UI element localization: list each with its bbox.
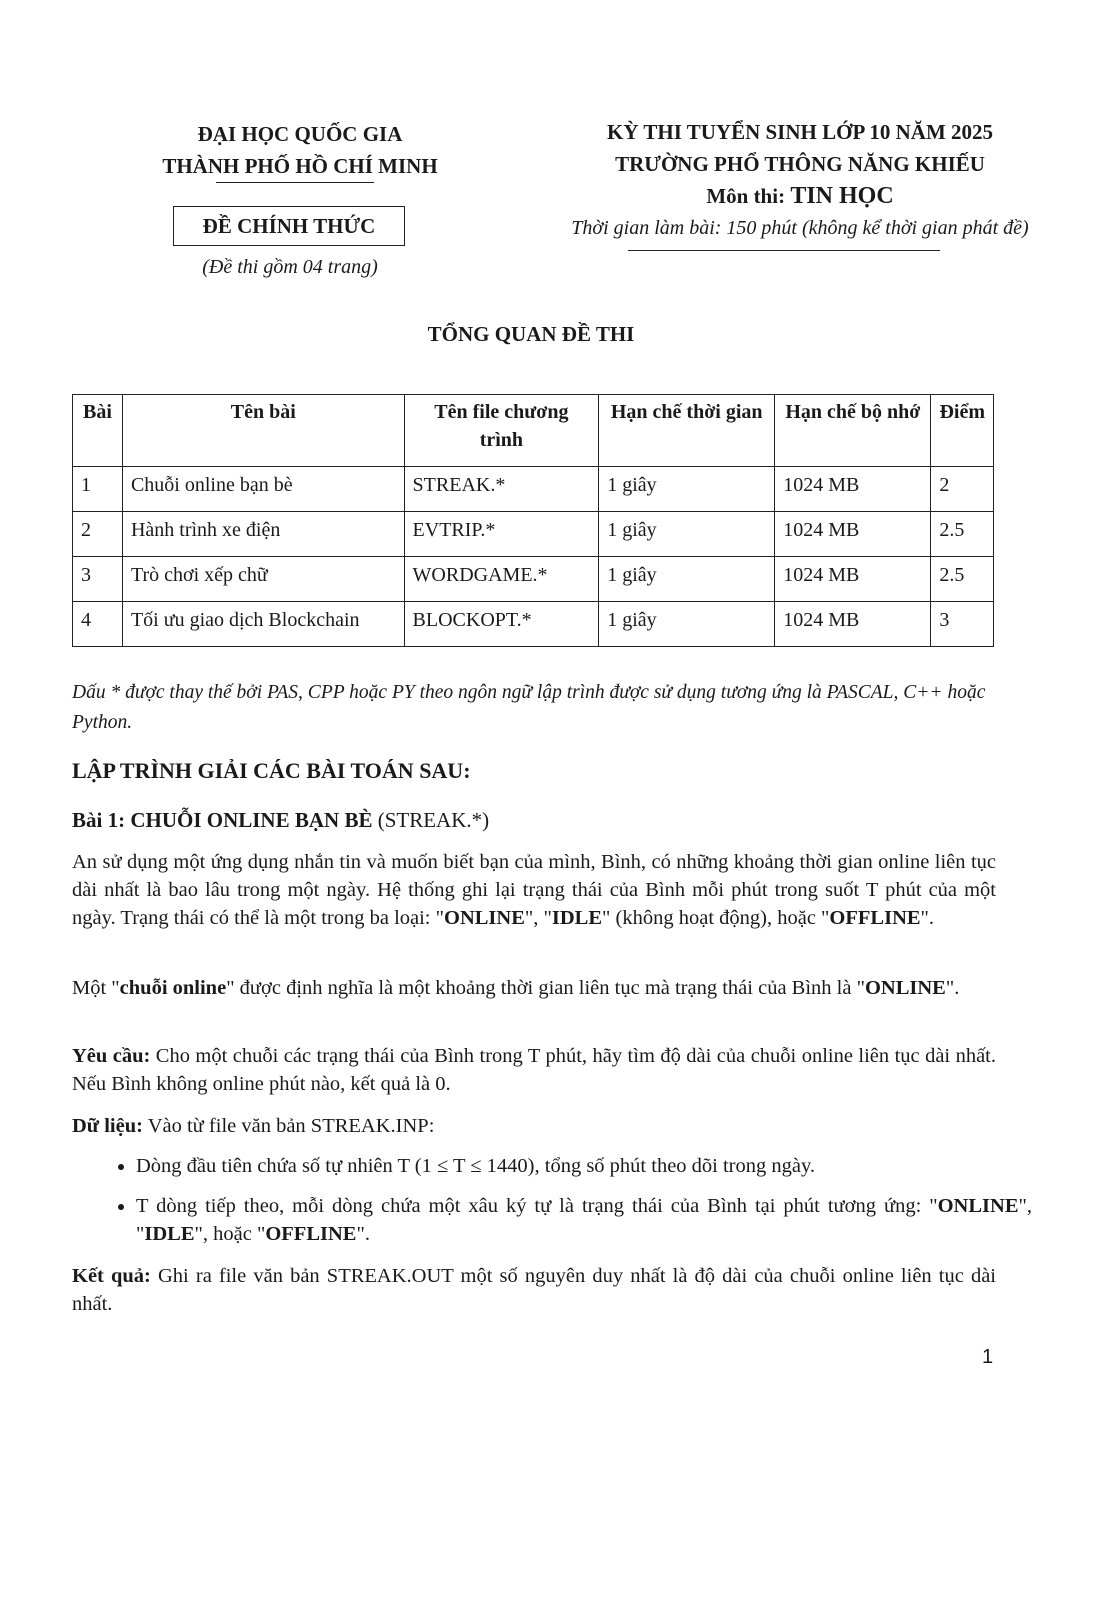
table-cell: 3 — [931, 602, 994, 647]
table-cell: 2 — [931, 467, 994, 512]
city-name: THÀNH PHỐ HỒ CHÍ MINH — [162, 154, 438, 178]
page-number: 1 — [982, 1346, 994, 1368]
table-cell: 4 — [73, 602, 123, 647]
input-text: Vào từ file văn bản STREAK.INP: — [142, 1115, 435, 1137]
table-cell: 1 — [73, 467, 123, 512]
table-row — [73, 557, 994, 602]
school-name: TRƯỜNG PHỔ THÔNG NĂNG KHIẾU — [615, 152, 985, 176]
table-cell: 1 giây — [599, 512, 775, 557]
problem-1-input — [72, 1112, 996, 1140]
table-cell: 2 — [73, 512, 123, 557]
status-online: ONLINE — [444, 907, 525, 929]
problem-1-requirement — [72, 1042, 996, 1098]
problem-1-title-bold: Bài 1: CHUỖI ONLINE BẠN BÈ — [72, 808, 373, 832]
table-cell: 1024 MB — [775, 557, 931, 602]
input-spec-list — [100, 1152, 1032, 1260]
table-cell: Tối ưu giao dịch Blockchain — [122, 602, 404, 647]
page-count-note: (Đề thi gồm 04 trang) — [202, 256, 378, 278]
table-cell: 1024 MB — [775, 467, 931, 512]
table-cell: 1024 MB — [775, 602, 931, 647]
header-right — [520, 116, 1080, 244]
header-right-underline — [628, 250, 940, 251]
table-row — [73, 512, 994, 557]
exam-name: KỲ THI TUYỂN SINH LỚP 10 NĂM 2025 — [606, 120, 994, 144]
intro-text: " (không hoạt động), hoặc " — [602, 907, 830, 929]
header-left — [120, 118, 480, 182]
table-cell: BLOCKOPT.* — [404, 602, 599, 647]
table-cell: Chuỗi online bạn bè — [122, 467, 404, 512]
subject-value: TIN HỌC — [790, 183, 894, 209]
list-item-text: ", hoặc " — [194, 1223, 266, 1245]
table-cell: Hành trình xe điện — [122, 512, 404, 557]
requirement-label: Yêu cầu: — [72, 1045, 151, 1067]
status-online: ONLINE — [864, 977, 946, 999]
problem-1-title — [72, 808, 489, 833]
table-cell: WORDGAME.* — [404, 557, 599, 602]
subject-label: Môn thi: — [706, 184, 791, 208]
table-cell: EVTRIP.* — [404, 512, 599, 557]
status-offline: OFFLINE — [829, 907, 921, 929]
status-online: ONLINE — [937, 1195, 1019, 1217]
list-item-text: T dòng tiếp theo, mỗi dòng chứa một xâu ký tự là trạng thái của Bình tại phút tương ứng: " — [136, 1195, 938, 1217]
subject-line — [520, 180, 1080, 212]
problem-1-output — [72, 1262, 996, 1318]
status-idle: IDLE — [551, 907, 603, 929]
list-item-text: ". — [356, 1223, 370, 1245]
table-cell: 3 — [73, 557, 123, 602]
problem-1-definition — [72, 974, 996, 1002]
intro-text: ". — [920, 907, 935, 929]
definition-text: ". — [945, 977, 960, 999]
status-offline: OFFLINE — [265, 1223, 357, 1245]
table-cell: 1 giây — [599, 467, 775, 512]
requirement-text: Cho một chuỗi các trạng thái của Bình trong T phút, hãy tìm độ dài của chuỗi online liên tục dài nhất. Nếu Bình không online phút nào, kết quả là 0. — [72, 1045, 996, 1095]
header-left-underline — [216, 182, 374, 183]
definition-text: Một " — [72, 977, 120, 999]
university-name: ĐẠI HỌC QUỐC GIA — [197, 122, 403, 146]
table-cell: 1 giây — [599, 602, 775, 647]
definition-text: " được định nghĩa là một khoảng thời gian liên tục mà trạng thái của Bình là " — [226, 977, 865, 999]
table-cell: 1024 MB — [775, 512, 931, 557]
intro-text: An sử dụng một ứng dụng nhắn tin và muốn biết bạn của mình, Bình, có những khoảng thời gian online liên tục dài nhất là bao lâu trong một ngày. Hệ thống ghi lại trạng thái của Bình mỗi phút trong suốt T phút của một ngày. Trạng thái có thể là một trong ba loại: " — [72, 851, 996, 929]
input-label: Dữ liệu: — [72, 1115, 143, 1137]
overview-table — [72, 394, 994, 647]
language-note: Dấu * được thay thế bởi PAS, CPP hoặc PY theo ngôn ngữ lập trình được sử dụng tương ứng là PASCAL, C++ hoặc Python. — [72, 682, 986, 733]
table-header-cell: Hạn chế bộ nhớ — [775, 395, 931, 467]
definition-term: chuỗi online — [119, 977, 227, 999]
table-header-cell: Tên bài — [122, 395, 404, 467]
table-cell: STREAK.* — [404, 467, 599, 512]
table-header-cell: Hạn chế thời gian — [599, 395, 775, 467]
official-exam-badge: ĐỀ CHÍNH THỨC — [173, 206, 405, 246]
list-item-text: ", " — [136, 1195, 1032, 1245]
table-cell: 2.5 — [931, 557, 994, 602]
output-text: Ghi ra file văn bản STREAK.OUT một số nguyên duy nhất là độ dài của chuỗi online liên tục dài nhất. — [72, 1265, 997, 1315]
list-item-text: Dòng đầu tiên chứa số tự nhiên T (1 ≤ T ≤ 1440), tổng số phút theo dõi trong ngày. — [136, 1155, 816, 1177]
intro-text: ", " — [524, 907, 552, 929]
table-cell: Trò chơi xếp chữ — [122, 557, 404, 602]
status-idle: IDLE — [144, 1223, 195, 1245]
exam-duration: Thời gian làm bài: 150 phút (không kể thời gian phát đề) — [571, 217, 1029, 239]
output-label: Kết quả: — [72, 1265, 151, 1287]
list-item — [136, 1192, 1032, 1248]
table-header-cell: Bài — [73, 395, 123, 467]
section-title: LẬP TRÌNH GIẢI CÁC BÀI TOÁN SAU: — [72, 758, 471, 783]
table-cell: 1 giây — [599, 557, 775, 602]
problem-1-intro — [72, 848, 996, 932]
list-item — [136, 1152, 1032, 1180]
table-row — [73, 602, 994, 647]
table-header-cell: Tên file chương trình — [404, 395, 599, 467]
table-cell: 2.5 — [931, 512, 994, 557]
table-row — [73, 467, 994, 512]
overview-title: TỔNG QUAN ĐỀ THI — [427, 322, 635, 346]
problem-1-title-file: (STREAK.*) — [372, 808, 490, 832]
table-header-cell: Điểm — [931, 395, 994, 467]
table-header-row — [73, 395, 994, 467]
